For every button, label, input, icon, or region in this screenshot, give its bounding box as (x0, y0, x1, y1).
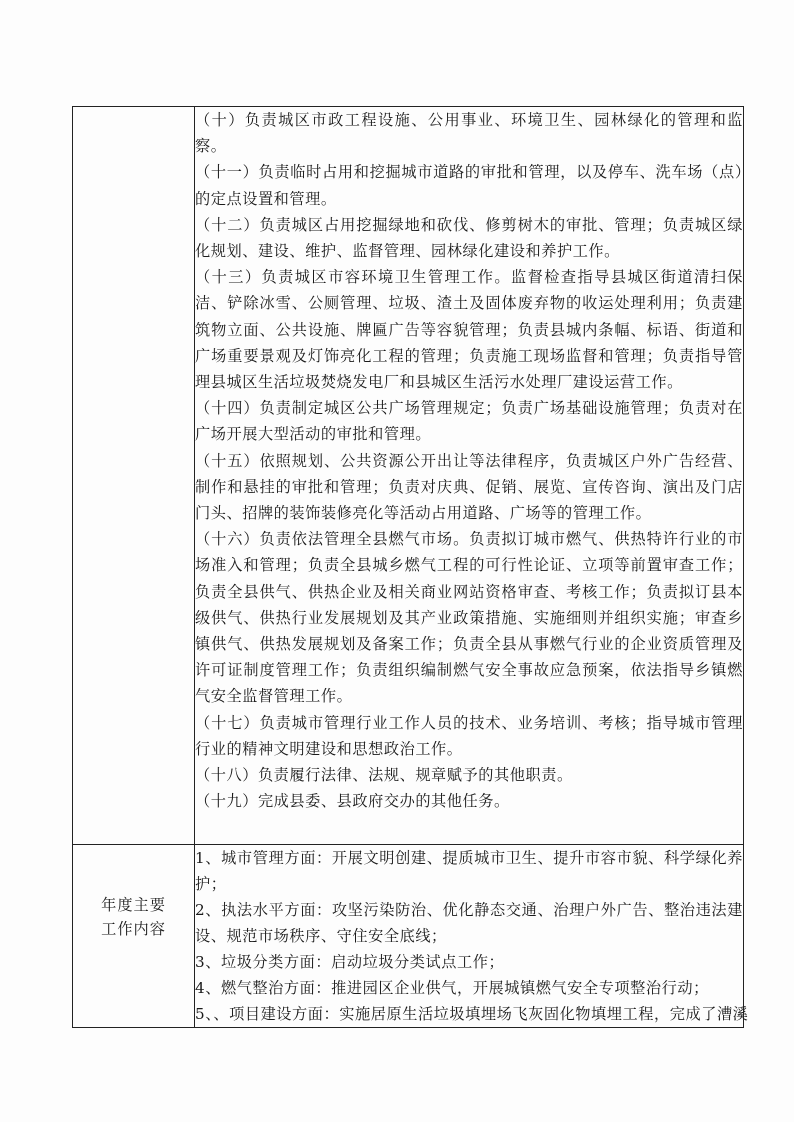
annual-item-2: 2、执法水平方面：攻坚污染防治、优化静态交通、治理户外广告、整治违法建设、规范市场秩序、守住安全底线； (195, 901, 743, 945)
annual-work-label (73, 893, 194, 941)
annual-item-4: 4、燃气整治方面：推进园区企业供气，开展城镇燃气安全专项整治行动； (195, 979, 709, 997)
annual-work-content-cell (195, 845, 749, 1028)
duty-item-13: （十三）负责城区市容环境卫生管理工作。监督检查指导县城区街道清扫保洁、铲除冰雪、公厕管理、垃圾、渣土及固体废弃物的收运处理利用；负责建筑物立面、公共设施、牌匾广告等容貌管理；负责县城内条幅、标语、街道和广场重要景观及灯饰亮化工程的管理；负责施工现场监督和管理；负责指导管理县城区生活垃圾焚烧发电厂和县城区生活污水处理厂建设运营工作。 (195, 268, 743, 392)
duty-item-19: （十九）完成县委、县政府交办的其他任务。 (195, 792, 510, 811)
duty-item-11: （十一）负责临时占用和挖掘城市道路的审批和管理，以及停车、洗车场（点）的定点设置和管理。 (195, 163, 743, 208)
annual-item-5: 5、、项目建设方面：实施居原生活垃圾填埋场飞灰固化物填埋工程，完成了漕溪 (195, 1005, 749, 1023)
duties-table (72, 106, 749, 1028)
annual-work-label-cell (73, 845, 195, 1028)
annual-item-1: 1、城市管理方面：开展文明创建、提质城市卫生、提升市容市貌、科学绿化养护； (195, 849, 743, 893)
annual-item-3: 3、垃圾分类方面：启动垃圾分类试点工作； (195, 953, 505, 971)
duties-label-cell (73, 107, 195, 845)
duty-item-10: （十）负责城区市政工程设施、公用事业、环境卫生、园林绿化的管理和监察。 (195, 111, 743, 156)
duty-item-17: （十七）负责城市管理行业工作人员的技术、业务培训、考核；指导城市管理行业的精神文明建设和思想政治工作。 (195, 713, 743, 758)
duties-row (73, 107, 744, 845)
duties-content-cell (195, 107, 744, 845)
duty-item-16: （十六）负责依法管理全县燃气市场。负责拟订城市燃气、供热特许行业的市场准入和管理；负责全县城乡燃气工程的可行性论证、立项等前置审查工作；负责全县供气、供热企业及相关商业网站资格审查、考核工作；负责拟订县本级供气、供热行业发展规划及其产业政策措施、实施细则并组织实施；审查乡镇供气、供热发展规划及备案工作；负责全县从事燃气行业的企业资质管理及许可证制度管理工作；负责组织编制燃气安全事故应急预案，依法指导乡镇燃气安全监督管理工作。 (195, 530, 743, 706)
annual-work-label-line2: 工作内容 (101, 920, 166, 938)
duty-item-12: （十二）负责城区占用挖掘绿地和砍伐、修剪树木的审批、管理；负责城区绿化规划、建设、维护、监督管理、园林绿化建设和养护工作。 (195, 215, 743, 261)
duty-item-18: （十八）负责履行法律、法规、规章赋予的其他职责。 (195, 766, 573, 785)
annual-work-row (73, 845, 744, 1028)
duty-item-14: （十四）负责制定城区公共广场管理规定；负责广场基础设施管理；负责对在广场开展大型活动的审批和管理。 (195, 399, 743, 444)
duty-item-15: （十五）依照规划、公共资源公开出让等法律程序，负责城区户外广告经营、制作和悬挂的审批和管理；负责对庆典、促销、展览、宣传咨询、演出及门店门头、招牌的装饰装修亮化等活动占用道路、广场等的管理工作。 (195, 451, 743, 523)
annual-work-label-line1: 年度主要 (101, 896, 166, 914)
